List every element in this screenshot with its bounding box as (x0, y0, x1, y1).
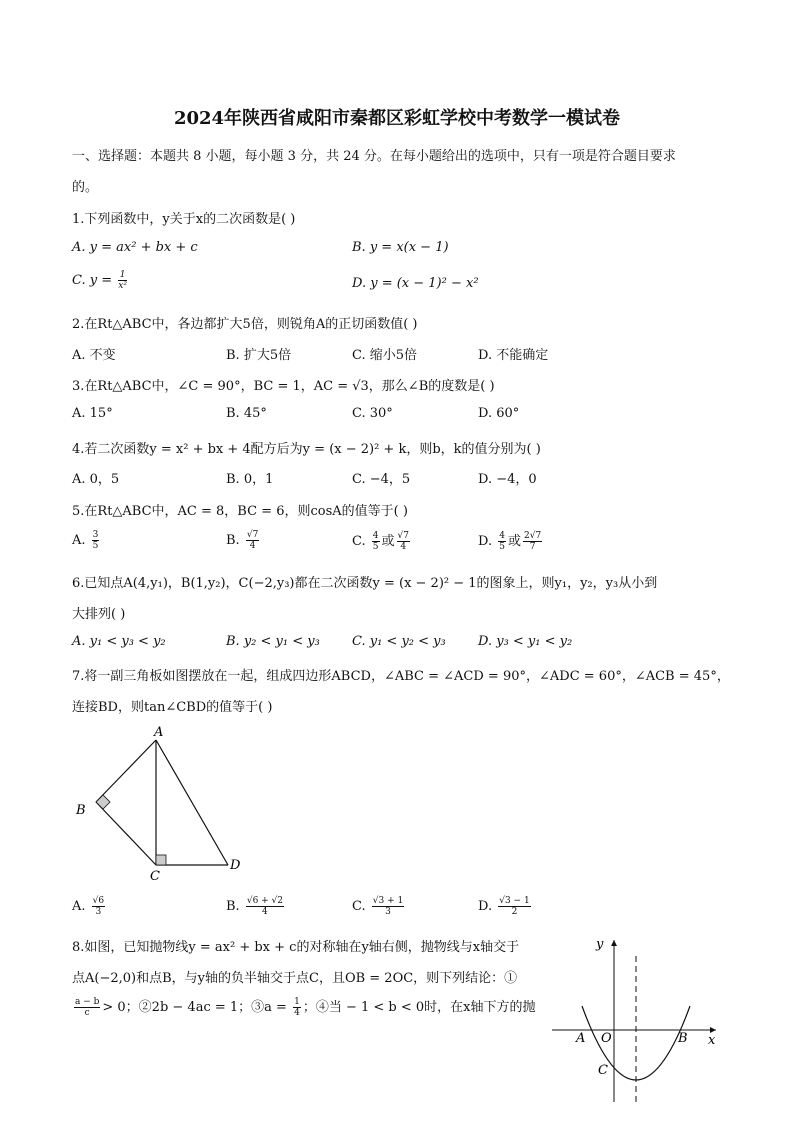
fraction-num: 1 (119, 270, 126, 280)
q4-option-c: C. −4，5 (352, 472, 411, 487)
point-a-label: A (576, 1031, 586, 1046)
q7-option-b-label: B. (226, 899, 240, 914)
q2-option-c: C. 缩小5倍 (352, 348, 418, 363)
q2-option-d: D. 不能确定 (478, 348, 549, 363)
fraction-den: 5 (372, 542, 379, 552)
fraction-num: 4 (372, 531, 379, 541)
q7-option-d (478, 896, 533, 917)
q5-option-b-label: B. (226, 533, 240, 548)
section-heading-cont: 的。 (72, 180, 99, 195)
q5-option-d (478, 530, 544, 552)
q8-fraction-2 (293, 997, 301, 1018)
fraction-den: 4 (400, 542, 407, 552)
q1-option-d: D. y = (x − 1)² − x² (352, 276, 479, 291)
question-8-stem-line3 (72, 996, 535, 1018)
q1-option-b: B. y = x(x − 1) (352, 240, 449, 255)
fraction-num: √3 + 1 (372, 896, 404, 906)
q5-option-d-fraction1 (498, 531, 506, 552)
question-1-stem: 1.下列函数中，y关于x的二次函数是( ) (72, 212, 296, 227)
point-c-label: C (598, 1063, 608, 1078)
q6-option-d: D. y₃ < y₁ < y₂ (478, 634, 573, 649)
q6-option-c: C. y₁ < y₂ < y₃ (352, 634, 446, 649)
parabola-figure (552, 930, 724, 1110)
page-title: 2024年陕西省咸阳市秦都区彩虹学校中考数学一模试卷 (173, 108, 621, 129)
q2-option-a: A. 不变 (72, 348, 116, 363)
q6-option-b: B. y₂ < y₁ < y₃ (226, 634, 320, 649)
q7-option-c-fraction (372, 896, 404, 917)
fraction-num: √3 − 1 (499, 896, 530, 906)
fraction-num: √7 (397, 531, 409, 541)
q6-option-a: A. y₁ < y₃ < y₂ (72, 634, 166, 649)
q5-option-d-or: 或 (507, 534, 521, 549)
vertex-b-label: B (76, 803, 86, 818)
section-heading: 一、选择题：本题共 8 小题，每小题 3 分，共 24 分。在每小题给出的选项中，只有一项是符合题目要求 (72, 149, 676, 164)
q7-option-b-fraction (246, 896, 284, 917)
q5-option-d-fraction2 (523, 531, 542, 552)
fraction-den: x² (118, 281, 127, 291)
q4-option-a: A. 0，5 (72, 472, 120, 487)
origin-label: O (601, 1031, 612, 1046)
q1-option-a: A. y = ax² + bx + c (72, 240, 198, 255)
question-8-stem: 8.如图，已知抛物线y = ax² + bx + c的对称轴在y轴右侧，抛物线与x轴交于 (72, 940, 520, 955)
q7-option-a (72, 896, 107, 917)
q5-option-b-fraction (246, 530, 259, 551)
q7-option-a-fraction (92, 896, 105, 917)
q5-option-d-label: D. (478, 534, 493, 549)
fraction-den: 5 (499, 542, 505, 552)
question-7-stem-cont: 连接BD，则tan∠CBD的值等于( ) (72, 700, 273, 715)
question-3-stem: 3.在Rt△ABC中，∠C = 90°，BC = 1，AC = √3，那么∠B的度数是( ) (72, 379, 495, 394)
fraction-den: 2 (511, 907, 518, 917)
q5-option-a-label: A. (72, 533, 86, 548)
question-4-stem: 4.若二次函数y = x² + bx + 4配方后为y = (x − 2)² + k，则b，k的值分别为( ) (72, 442, 541, 457)
question-8-stem-cont: 点A(−2,0)和点B，与y轴的负半轴交于点C，且OB = 2OC，则下列结论：① (72, 971, 518, 986)
q3-option-c: C. 30° (352, 406, 393, 421)
q4-option-b: B. 0，1 (226, 472, 274, 487)
q5-option-c-or: 或 (381, 534, 395, 549)
q4-option-d: D. −4，0 (478, 472, 537, 487)
q8-fraction-1 (74, 997, 100, 1018)
fraction-den: 7 (529, 542, 536, 552)
fraction-den: 4 (262, 907, 268, 917)
vertex-c-label: C (150, 869, 160, 884)
q5-option-b (226, 530, 261, 551)
fraction-num: a − b (75, 997, 100, 1007)
q5-option-c-fraction1 (372, 531, 380, 552)
q7-option-d-label: D. (478, 899, 493, 914)
q1-option-c (72, 270, 129, 291)
q5-option-c-label: C. (352, 534, 366, 549)
fraction-num: √6 (92, 896, 105, 906)
q8-stem-end: ；④当 − 1 < b < 0时，在x轴下方的抛 (302, 1000, 536, 1015)
q5-option-a-fraction (92, 530, 100, 551)
question-7-stem: 7.将一副三角板如图摆放在一起，组成四边形ABCD，∠ABC = ∠ACD = 90°，∠ADC = 60°，∠ACB = 45°， (72, 669, 730, 684)
q7-option-b (226, 896, 286, 917)
fraction-den: 5 (92, 541, 99, 551)
q5-option-a (72, 530, 101, 551)
q7-option-c (352, 896, 406, 917)
vertex-d-label: D (230, 858, 241, 873)
q1-option-c-prefix: C. y = (72, 273, 113, 288)
question-2-stem: 2.在Rt△ABC中，各边都扩大5倍，则锐角A的正切函数值( ) (72, 317, 418, 332)
q7-option-c-label: C. (352, 899, 366, 914)
fraction-den: 3 (95, 907, 102, 917)
fraction-den: 4 (249, 541, 256, 551)
q5-option-c-fraction2 (397, 531, 410, 552)
fraction-den: 4 (294, 1008, 300, 1018)
point-b-label: B (678, 1031, 688, 1046)
question-6-stem: 6.已知点A(4,y₁)，B(1,y₂)，C(−2,y₃)都在二次函数y = (x − 2)² − 1的图象上，则y₁，y₂，y₃从小到 (72, 576, 658, 591)
fraction-num: 4 (499, 531, 505, 541)
q2-option-b: B. 扩大5倍 (226, 348, 292, 363)
quadrilateral-figure (70, 722, 250, 892)
fraction-num: 3 (92, 530, 99, 540)
q7-option-a-label: A. (72, 899, 86, 914)
fraction-den: c (84, 1008, 90, 1018)
fraction-num: 2√7 (523, 531, 542, 541)
fraction-num: √7 (246, 530, 259, 540)
q1-option-c-fraction (118, 270, 127, 291)
fraction-num: √6 + √2 (246, 896, 284, 906)
q3-option-d: D. 60° (478, 406, 520, 421)
fraction-num: 1 (294, 997, 300, 1007)
fraction-den: 3 (385, 907, 391, 917)
question-6-stem-cont: 大排列( ) (72, 607, 126, 622)
question-5-stem: 5.在Rt△ABC中，AC = 8，BC = 6，则cosA的值等于( ) (72, 504, 408, 519)
y-axis-label: y (596, 937, 604, 952)
q8-stem-text: > 0；②2b − 4ac = 1；③a = (102, 1000, 292, 1015)
vertex-a-label: A (154, 725, 164, 740)
q5-option-c (352, 530, 412, 552)
q3-option-a: A. 15° (72, 406, 113, 421)
x-axis-label: x (708, 1033, 716, 1048)
q3-option-b: B. 45° (226, 406, 267, 421)
q7-option-d-fraction (498, 896, 530, 917)
